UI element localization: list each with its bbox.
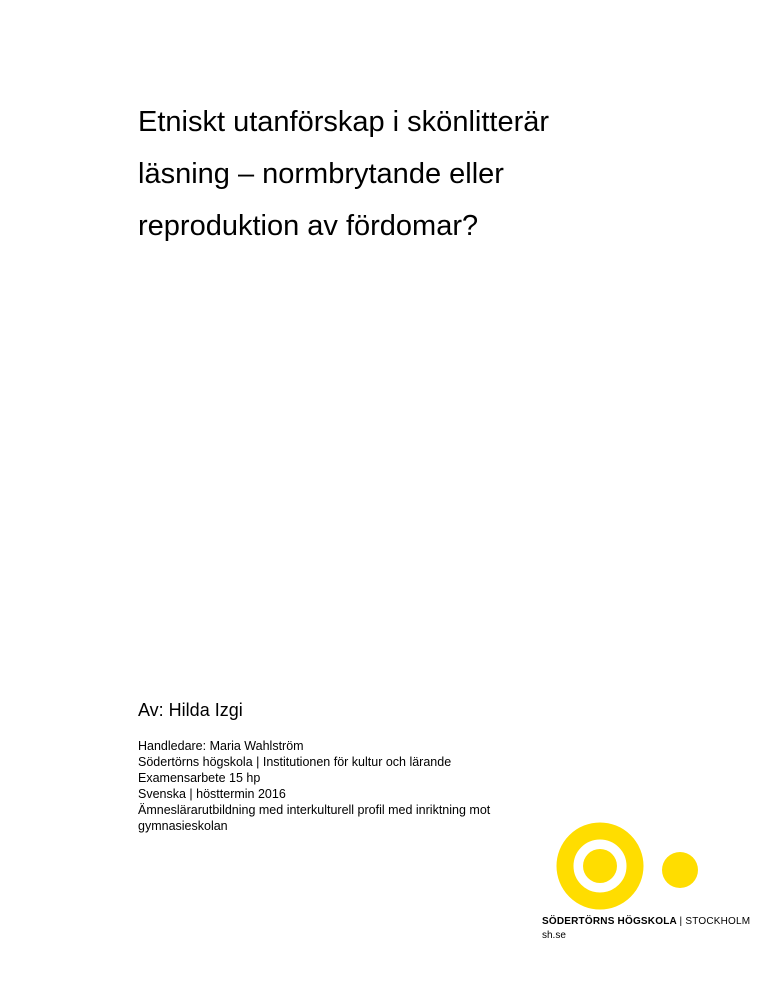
thesis-details (138, 738, 558, 834)
title-line-2: läsning – normbrytande eller (138, 158, 504, 190)
logo-circles-icon (556, 822, 706, 912)
program-line-1: Ämneslärarutbildning med interkulturell profil med inriktning mot (138, 803, 491, 817)
university-logo (540, 820, 760, 970)
title-line-3: reproduktion av fördomar? (138, 210, 479, 242)
title-line-1: Etniskt utanförskap i skönlitterär (138, 106, 550, 138)
author: Av: Hilda Izgi (138, 700, 243, 720)
logo-url: sh.se (542, 930, 566, 941)
logo-wordmark (542, 916, 750, 927)
institution: Södertörns högskola | Institutionen för kultur och lärande (138, 755, 452, 769)
subject-term: Svenska | hösttermin 2016 (138, 787, 286, 801)
program-line-2: gymnasieskolan (138, 819, 228, 833)
logo-city: STOCKHOLM (685, 916, 751, 927)
logo-separator: | (679, 916, 683, 927)
document-title (138, 96, 658, 252)
thesis-type: Examensarbete 15 hp (138, 771, 261, 785)
logo-university-name: SÖDERTÖRNS HÖGSKOLA (542, 916, 677, 927)
supervisor: Handledare: Maria Wahlström (138, 739, 304, 753)
